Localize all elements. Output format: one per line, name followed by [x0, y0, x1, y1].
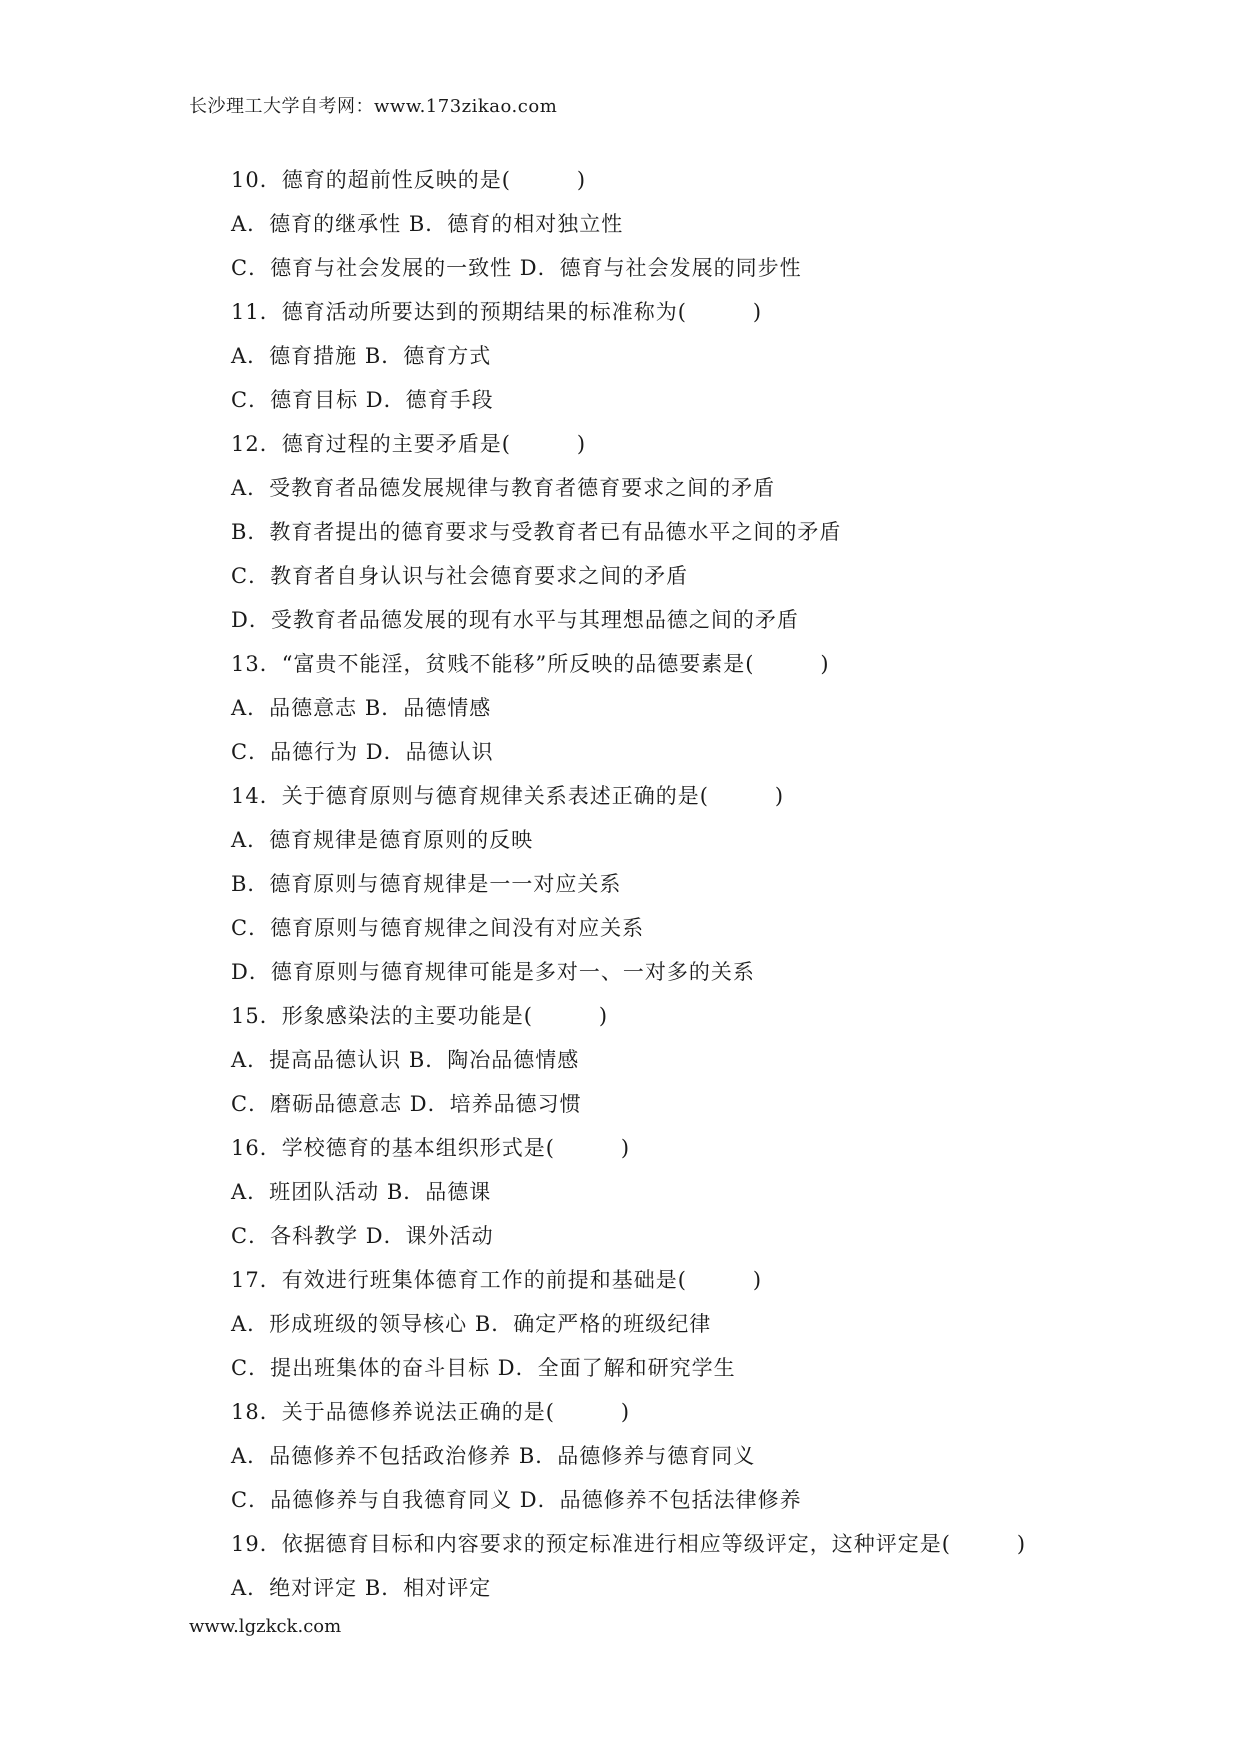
question-list [231, 162, 1211, 1614]
option-line: D．德育原则与德育规律可能是多对一、一对多的关系 [231, 960, 755, 984]
option-line: A．受教育者品德发展规律与教育者德育要求之间的矛盾 [231, 476, 776, 500]
option-line: A．提高品德认识 B．陶冶品德情感 [231, 1048, 580, 1072]
question-10: 10．德育的超前性反映的是( ) [231, 168, 587, 192]
option-line: D．受教育者品德发展的现有水平与其理想品德之间的矛盾 [231, 608, 799, 632]
question-17: 17．有效进行班集体德育工作的前提和基础是( ) [231, 1268, 763, 1292]
option-line: C．德育与社会发展的一致性 D．德育与社会发展的同步性 [231, 256, 802, 280]
option-line: A．班团队活动 B．品德课 [231, 1180, 492, 1204]
option-line: C．德育原则与德育规律之间没有对应关系 [231, 916, 645, 940]
option-line: A．形成班级的领导核心 B．确定严格的班级纪律 [231, 1312, 712, 1336]
option-line: A．绝对评定 B．相对评定 [231, 1576, 492, 1600]
option-line: A．德育的继承性 B．德育的相对独立性 [231, 212, 624, 236]
question-19: 19．依据德育目标和内容要求的预定标准进行相应等级评定，这种评定是( ) [231, 1532, 1027, 1556]
option-line: C．提出班集体的奋斗目标 D．全面了解和研究学生 [231, 1356, 736, 1380]
question-12: 12．德育过程的主要矛盾是( ) [231, 432, 587, 456]
question-11: 11．德育活动所要达到的预期结果的标准称为( ) [231, 300, 763, 324]
option-line: A．品德修养不包括政治修养 B．品德修养与德育同义 [231, 1444, 756, 1468]
option-line: C．品德修养与自我德育同义 D．品德修养不包括法律修养 [231, 1488, 802, 1512]
option-line: A．德育规律是德育原则的反映 [231, 828, 534, 852]
option-line: C．各科教学 D．课外活动 [231, 1224, 494, 1248]
question-16: 16．学校德育的基本组织形式是( ) [231, 1136, 631, 1160]
option-line: C．品德行为 D．品德认识 [231, 740, 494, 764]
option-line: C．磨砺品德意志 D．培养品德习惯 [231, 1092, 582, 1116]
option-line: A．品德意志 B．品德情感 [231, 696, 492, 720]
option-line: C．德育目标 D．德育手段 [231, 388, 494, 412]
option-line: C．教育者自身认识与社会德育要求之间的矛盾 [231, 564, 689, 588]
question-13: 13．“富贵不能淫，贫贱不能移”所反映的品德要素是( ) [231, 652, 830, 676]
question-15: 15．形象感染法的主要功能是( ) [231, 1004, 609, 1028]
question-14: 14．关于德育原则与德育规律关系表述正确的是( ) [231, 784, 785, 808]
question-18: 18．关于品德修养说法正确的是( ) [231, 1400, 631, 1424]
option-line: B．德育原则与德育规律是一一对应关系 [231, 872, 622, 896]
page-header: 长沙理工大学自考网：www.173zikao.com [189, 96, 558, 117]
page-footer: www.lgzkck.com [189, 1616, 342, 1637]
option-line: B．教育者提出的德育要求与受教育者已有品德水平之间的矛盾 [231, 520, 842, 544]
option-line: A．德育措施 B．德育方式 [231, 344, 492, 368]
